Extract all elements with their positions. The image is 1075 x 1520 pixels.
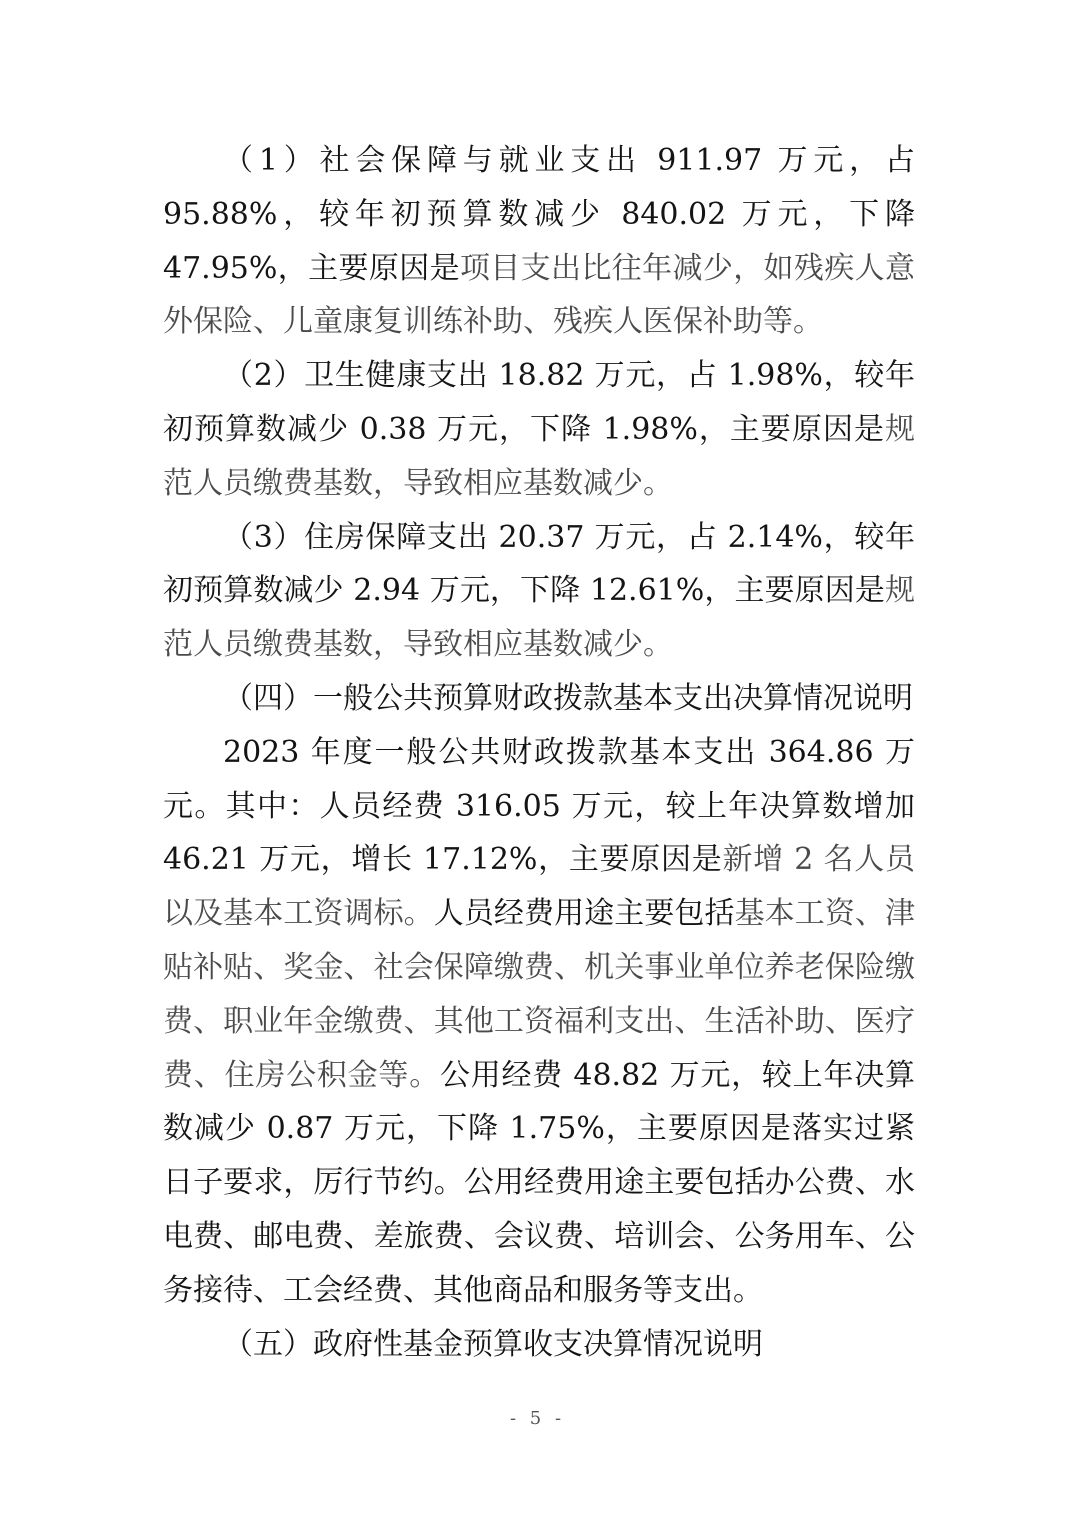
paragraph-text: 人员经费用途主要包括 [433, 896, 735, 932]
paragraph-reason-text: 项目支出比往年减少，如残疾人意外保险、儿童康复训练补助、残疾人医保补助等。 [163, 250, 916, 340]
page-number: - 5 - [509, 1408, 566, 1429]
section-heading-four [163, 672, 915, 726]
paragraph-reason-text: 规范人员缴费基数，导致相应基数减少。 [163, 573, 915, 663]
paragraph-text: 公用经费 48.82 万元，较上年决算数减少 0.87 万元，下降 1.75%，主要原因是落实过紧日子要求，厉行节约。公用经费用途主要包括办公费、水电费、邮电费、差旅费、会议费、培训会、公务用车、公务接待、工会经费、其他商品和服务等支出。 [163, 1057, 915, 1308]
paragraph-text: （1）社会保障与就业支出 911.97 万元，占 95.88%，较年初预算数减少 840.02 万元，下降 47.95%，主要原因是 [163, 143, 915, 286]
paragraph-basic-expenditure [163, 726, 915, 1318]
heading-text: （五）政府性基金预算收支决算情况说明 [223, 1326, 763, 1362]
paragraph-text: 2023 年度一般公共财政拨款基本支出 364.86 万元。其中：人员经费 316.05 万元，较上年决算数增加 46.21 万元，增长 17.12%，主要原因是 [163, 734, 915, 878]
paragraph-text: （3）住房保障支出 20.37 万元，占 2.14%，较年初预算数减少 2.94 万元，下降 12.61%，主要原因是 [163, 519, 915, 609]
paragraph-reason-text: 新增 2 名人员以及基本工资调标。 [163, 842, 915, 932]
paragraph-text: （2）卫生健康支出 18.82 万元，占 1.98%，较年初预算数减少 0.38 万元，下降 1.98%，主要原因是 [163, 358, 915, 447]
paragraph-usage-list-text: 基本工资、津贴补贴、奖金、社会保障缴费、机关事业单位养老保险缴费、职业年金缴费、其他工资福利支出、生活补助、医疗费、住房公积金等。 [163, 896, 916, 1093]
paragraph-social-security [163, 134, 915, 349]
section-heading-five [163, 1318, 915, 1372]
document-body [163, 134, 915, 1371]
heading-text: （四）一般公共预算财政拨款基本支出决算情况说明 [223, 680, 913, 716]
paragraph-health [163, 349, 915, 510]
paragraph-reason-text: 规范人员缴费基数，导致相应基数减少。 [163, 411, 915, 501]
paragraph-housing [163, 511, 915, 672]
